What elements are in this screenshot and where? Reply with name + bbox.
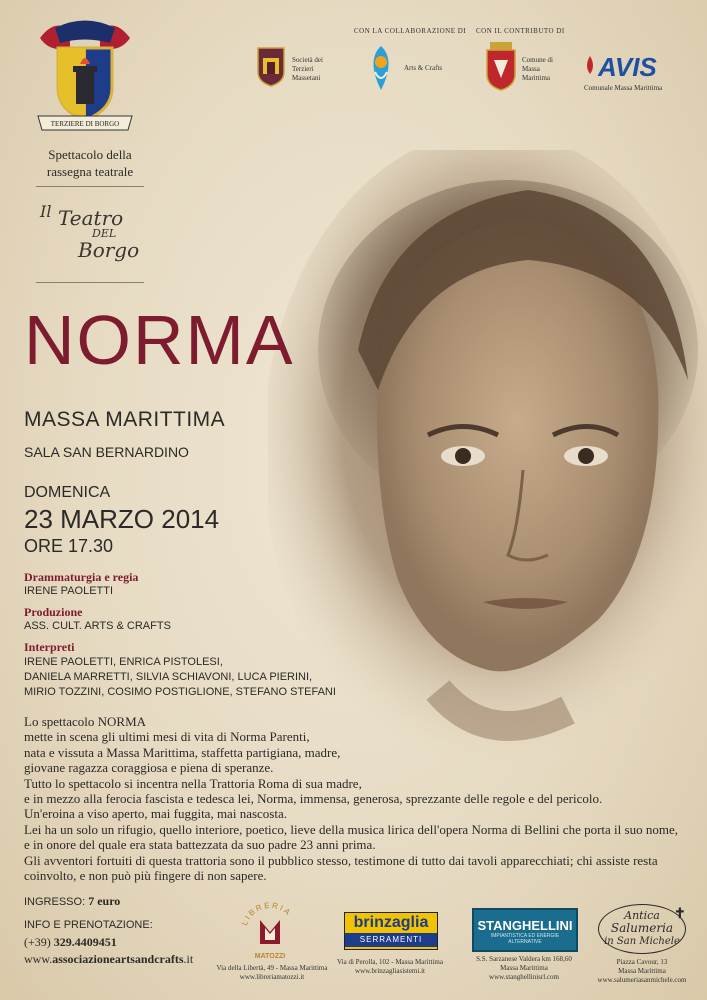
event-date: 23 MARZO 2014 bbox=[24, 504, 220, 534]
teatro-word-1: Il bbox=[40, 202, 52, 221]
arts-and-crafts-logo-icon bbox=[362, 44, 400, 94]
cast-line: IRENE PAOLETTI, ENRICA PISTOLESI, bbox=[24, 656, 223, 668]
cast-line: DANIELA MARRETTI, SILVIA SCHIAVONI, LUCA PIERINI, bbox=[24, 671, 313, 683]
salumeria-line: Antica bbox=[624, 909, 660, 922]
interpreti-label: Interpreti bbox=[24, 640, 75, 654]
description-line: Lo spettacolo NORMA bbox=[24, 714, 147, 729]
subtitle-line-1: Spettacolo della bbox=[48, 147, 132, 162]
ticket-label: INGRESSO: bbox=[24, 896, 86, 908]
phone-number[interactable]: 329.4409451 bbox=[53, 935, 117, 949]
stanghellini-sub: IMPIANTISTICA ED ENERGIE ALTERNATIVE bbox=[490, 933, 560, 945]
libreria-caption: Via della Libertà, 49 - Massa Marittima www.libreriamatozzi.it bbox=[216, 964, 328, 981]
arts-and-crafts-text: Arts & Crafts bbox=[404, 64, 443, 72]
svg-text:LIBRERIA bbox=[240, 901, 293, 927]
description-line: Gli avventori fortuiti di questa trattoria sono il pubblico stesso, testimone di tutto dai tavoli apparecchiati; chi assiste resta bbox=[24, 852, 658, 868]
collab-caption: CON LA COLLABORAZIONE DI bbox=[354, 27, 467, 35]
info-block bbox=[24, 893, 193, 968]
stanghellini-name: STANGHELLINI bbox=[477, 918, 573, 933]
website-link[interactable]: www.associazioneartsandcrafts.it bbox=[24, 952, 194, 966]
cross-icon: ✝ bbox=[674, 907, 686, 922]
salumeria-line: Salumeria bbox=[610, 921, 674, 935]
terzieri-shield-icon bbox=[256, 46, 286, 88]
brinzaglia-sub: SERRAMENTI bbox=[345, 933, 437, 947]
description-line: coinvolto, e non può più fingere di non sapere. bbox=[24, 868, 267, 884]
cast-line: MIRIO TOZZINI, COSIMO POSTIGLIONE, STEFANO STEFANI bbox=[24, 686, 336, 698]
teatro-word-3: DEL bbox=[92, 227, 117, 240]
divider bbox=[36, 282, 144, 283]
description-line: giovane ragazza coraggiosa e piena di speranze. bbox=[24, 760, 274, 776]
description-line: nata e vissuta a Massa Marittima, staffetta partigiana, madre, bbox=[24, 744, 341, 760]
brinzaglia-name: brinzaglia bbox=[353, 914, 429, 931]
event-title: NORMA bbox=[24, 301, 295, 379]
ticket-value: 7 euro bbox=[88, 894, 121, 908]
description-text bbox=[24, 714, 678, 884]
stanghellini-caption: S.S. Sarzanese Valdera km 168,60 Massa Marittima www.stanghellinisrl.com bbox=[476, 955, 572, 981]
stanghellini-logo bbox=[472, 908, 578, 952]
description-line: e in onore del quale era stata battezzata da suo padre 23 anni prima. bbox=[24, 837, 376, 853]
crest-label: TERZIERE DI BORGO bbox=[50, 120, 120, 128]
avis-subtitle: Comunale Massa Marittima bbox=[584, 84, 663, 92]
phone-prefix: (+39) bbox=[24, 935, 51, 949]
subtitle-line-2: rassegna teatrale bbox=[46, 164, 134, 179]
salumeria-caption: Piazza Cavour, 13 Massa Marittima www.salumeriasanmichele.com bbox=[597, 958, 687, 984]
event-day: DOMENICA bbox=[24, 484, 111, 501]
description-line: Un'eroina a viso aperto, mai fuggita, mai nascosta. bbox=[24, 806, 287, 822]
regia-value: IRENE PAOLETTI bbox=[24, 585, 114, 597]
terziere-crest-logo bbox=[30, 18, 140, 140]
terzieri-text: Società dei Terzieri Massetani bbox=[292, 56, 323, 82]
produzione-value: ASS. CULT. ARTS & CRAFTS bbox=[24, 620, 171, 632]
contrib-caption: CON IL CONTRIBUTO DI bbox=[476, 27, 565, 35]
produzione-label: Produzione bbox=[24, 605, 83, 619]
regia-label: Drammaturgia e regia bbox=[24, 570, 139, 584]
description-line: e in mezzo alla ferocia fascista e tedesca lei, Norma, immensa, generosa, sprezzante delle regole e del pericolo. bbox=[24, 791, 603, 807]
avis-logo-text: AVIS bbox=[598, 52, 657, 80]
brinzaglia-caption: Via di Perolla, 102 - Massa Marittima www.brinzagliasistemi.it bbox=[337, 958, 443, 975]
event-venue: SALA SAN BERNARDINO bbox=[24, 444, 189, 460]
teatro-del-borgo-logo bbox=[36, 200, 144, 268]
brinzaglia-logo bbox=[344, 912, 438, 950]
teatro-word-4: Borgo bbox=[78, 238, 140, 262]
divider bbox=[36, 186, 144, 187]
libreria-brand: MATOZZI bbox=[254, 953, 286, 960]
credits-block bbox=[24, 570, 336, 700]
booking-label: INFO E PRENOTAZIONE: bbox=[24, 919, 153, 931]
comune-text: Comune di Massa Marittima bbox=[522, 56, 553, 82]
comune-massa-shield-icon bbox=[484, 40, 518, 92]
salumeria-logo bbox=[598, 904, 686, 954]
salumeria-line: in San Michele bbox=[604, 936, 680, 947]
event-time: ORE 17.30 bbox=[24, 536, 114, 556]
libreria-matozzi-logo bbox=[238, 898, 302, 962]
event-city: MASSA MARITTIMA bbox=[24, 408, 226, 431]
description-line: Lei ha un solo un rifugio, quello interiore, poetico, lieve della musica lirica dell'opera Norma di Bellini che porta il suo nome, bbox=[24, 821, 678, 837]
rassegna-subtitle bbox=[24, 146, 156, 180]
description-line: mette in scena gli ultimi mesi di vita di Norma Parenti, bbox=[24, 729, 310, 745]
description-line: Tutto lo spettacolo si incentra nella Trattoria Roma di sua madre, bbox=[24, 775, 362, 791]
teatro-word-2: Teatro bbox=[58, 206, 124, 230]
libreria-arc-top: LIBRERIA bbox=[240, 900, 294, 927]
avis-logo bbox=[582, 52, 674, 80]
